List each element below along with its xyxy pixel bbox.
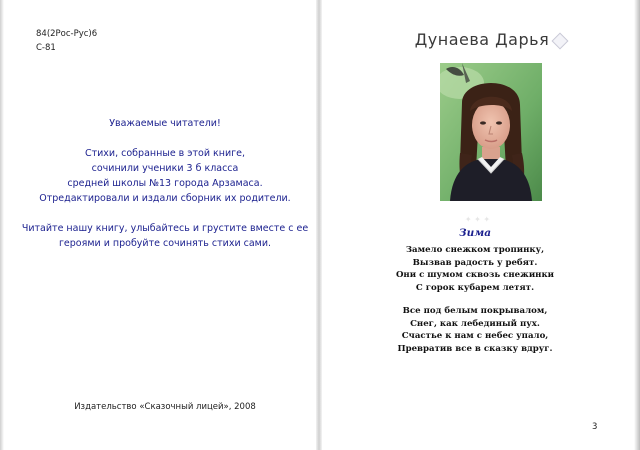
poem-line: Счастье к нам с небес упало, (401, 331, 549, 341)
poem (370, 227, 580, 355)
poem-line: Все под белым покрывалом, (402, 306, 548, 316)
poem-title: Зима (459, 227, 491, 239)
book-gutter (316, 0, 322, 450)
page-number: 3 (592, 422, 598, 432)
right-page-edge (634, 0, 640, 450)
poem-line: Снег, как лебединый пух. (410, 318, 540, 329)
intro-line: Отредактировали и издали сборник их родители. (39, 193, 291, 204)
author-name: Дунаева Дарья (414, 30, 550, 49)
poem-line: Вызвав радость у ребят. (412, 257, 538, 268)
poem-line: С горок кубарем летят. (415, 282, 535, 293)
poem-line: Замело снежком тропинку, (405, 245, 545, 255)
invite-line: героями и пробуйте сочинять стихи сами. (58, 238, 272, 249)
poem-line: Превратив все в сказку вдруг. (397, 343, 553, 354)
reader-greeting (20, 116, 310, 251)
catalog-code (36, 27, 97, 55)
author-photo (440, 63, 542, 201)
intro-line: средней школы №13 города Арзамаса. (67, 178, 263, 189)
publisher-imprint: Издательство «Сказочный лицей», 2008 (74, 402, 256, 412)
greeting-title: Уважаемые читатели! (109, 118, 221, 129)
poem-line: Они с шумом сквозь снежинки (395, 270, 555, 280)
catalog-code-line: 84(2Рос-Рус)6 (36, 29, 98, 39)
show-through-text: ✦ ✦ ✦ (464, 215, 491, 224)
intro-line: сочинили ученики 3 б класса (91, 163, 239, 174)
intro-line: Стихи, собранные в этой книге, (84, 148, 246, 159)
left-page-edge (0, 0, 4, 450)
invite-line: Читайте нашу книгу, улыбайтесь и грустите вместе с ее (21, 223, 309, 234)
catalog-code-line: С-81 (36, 43, 56, 53)
